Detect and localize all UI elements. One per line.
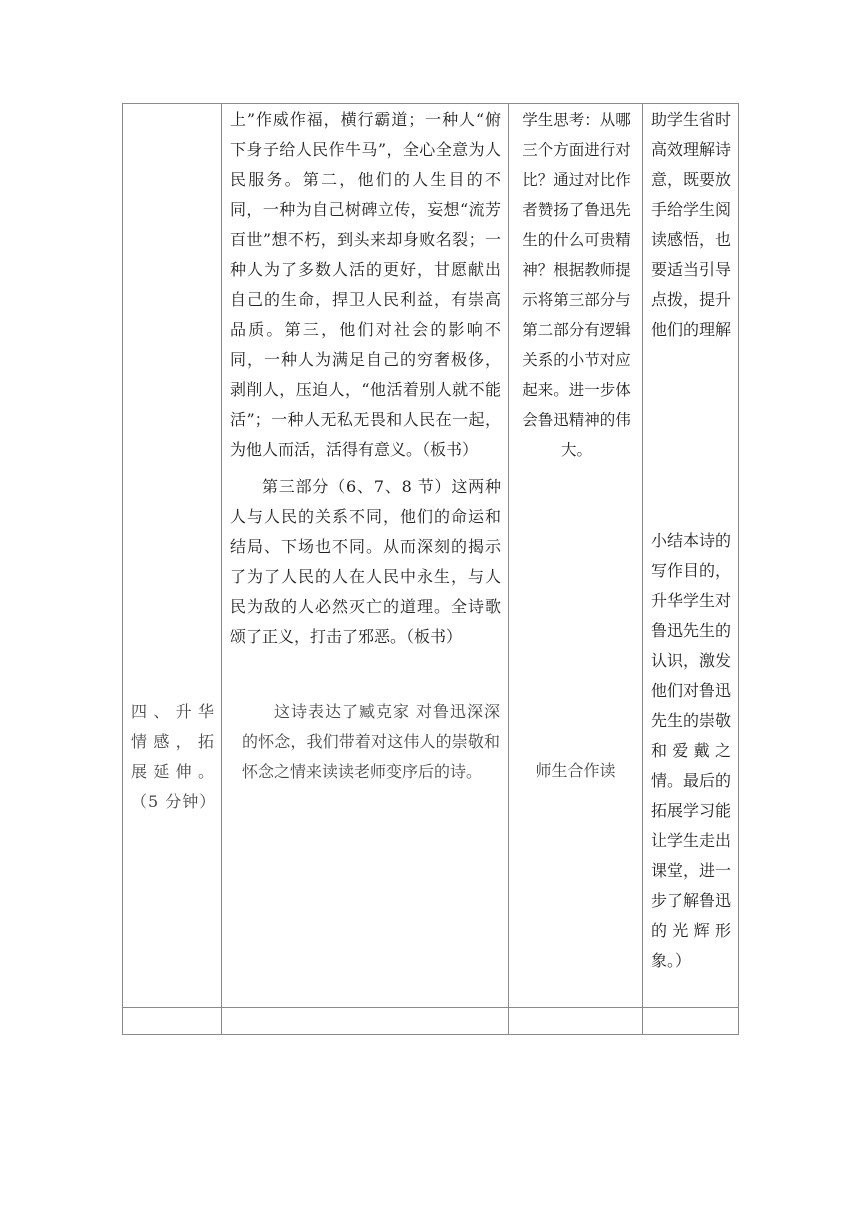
stage-cell [123,104,222,1008]
student-think-text: 学生思考：从哪三个方面进行对比？通过对比作者赞扬了鲁迅先生的什么可贵精神？根据教师提示将第三部分与第二部分有逻辑关系的小节对应起来。进一步体会鲁迅精神的伟大。 [522,111,631,459]
empty-cell [123,1008,222,1035]
intent-text-2: 小结本诗的写作目的，升华学生对鲁迅先生的认识，激发他们对鲁迅先生的崇敬和爱戴之情。最后的拓展学习能让学生走出课堂，进一步了解鲁迅的光辉形象。） [651,531,732,970]
empty-cell [222,1008,509,1035]
content-paragraph-1: 上”作威作福，横行霸道；一种人“俯下身子给人民作牛马”，全心全意为人民服务。第二，他们的人生目的不同，一种为自己树碑立传，妄想“流芳百世”想不朽，到头来却身败名裂；一种人为了多数人活的更好，甘愿献出自己的生命，捍卫人民利益，有崇高品质。第三，他们对社会的影响不同，一种人为满足自己的穷奢极侈，剥削人，压迫人，“他活着别人就不能活”；一种人无私无畏和人民在一起，为他人而活，活得有意义。（板书） [230,110,501,459]
empty-cell [643,1008,739,1035]
content-paragraph-2: 第三部分（6、7、8 节）这两种人与人民的关系不同，他们的命运和结局、下场也不同。从而深刻的揭示了为了人民的人在人民中永生，与人民为敌的人必然灭亡的道理。全诗歌颂了正义，打击了邪恶。（板书） [230,477,501,646]
student-activity-cell [509,104,643,1008]
table-row [123,104,739,1008]
teaching-content-cell [222,104,509,1008]
intent-text-1: 助学生省时高效理解诗意，既要放手给学生阅读感悟，也要适当引导点拨，提升他们的理解 [651,110,732,339]
student-coop-text: 师生合作读 [535,761,616,780]
design-intent-cell [643,104,739,1008]
lesson-plan-table [122,103,739,1035]
empty-cell [509,1008,643,1035]
content-paragraph-3: 这诗表达了臧克家 对鲁迅深深的怀念，我们带着对这伟人的崇敬和怀念之情来读读老师变序后的诗。 [242,702,500,781]
empty-row [123,1008,739,1035]
stage-label: 四、升华情感，拓展延伸。（5 分钟） [131,702,217,811]
